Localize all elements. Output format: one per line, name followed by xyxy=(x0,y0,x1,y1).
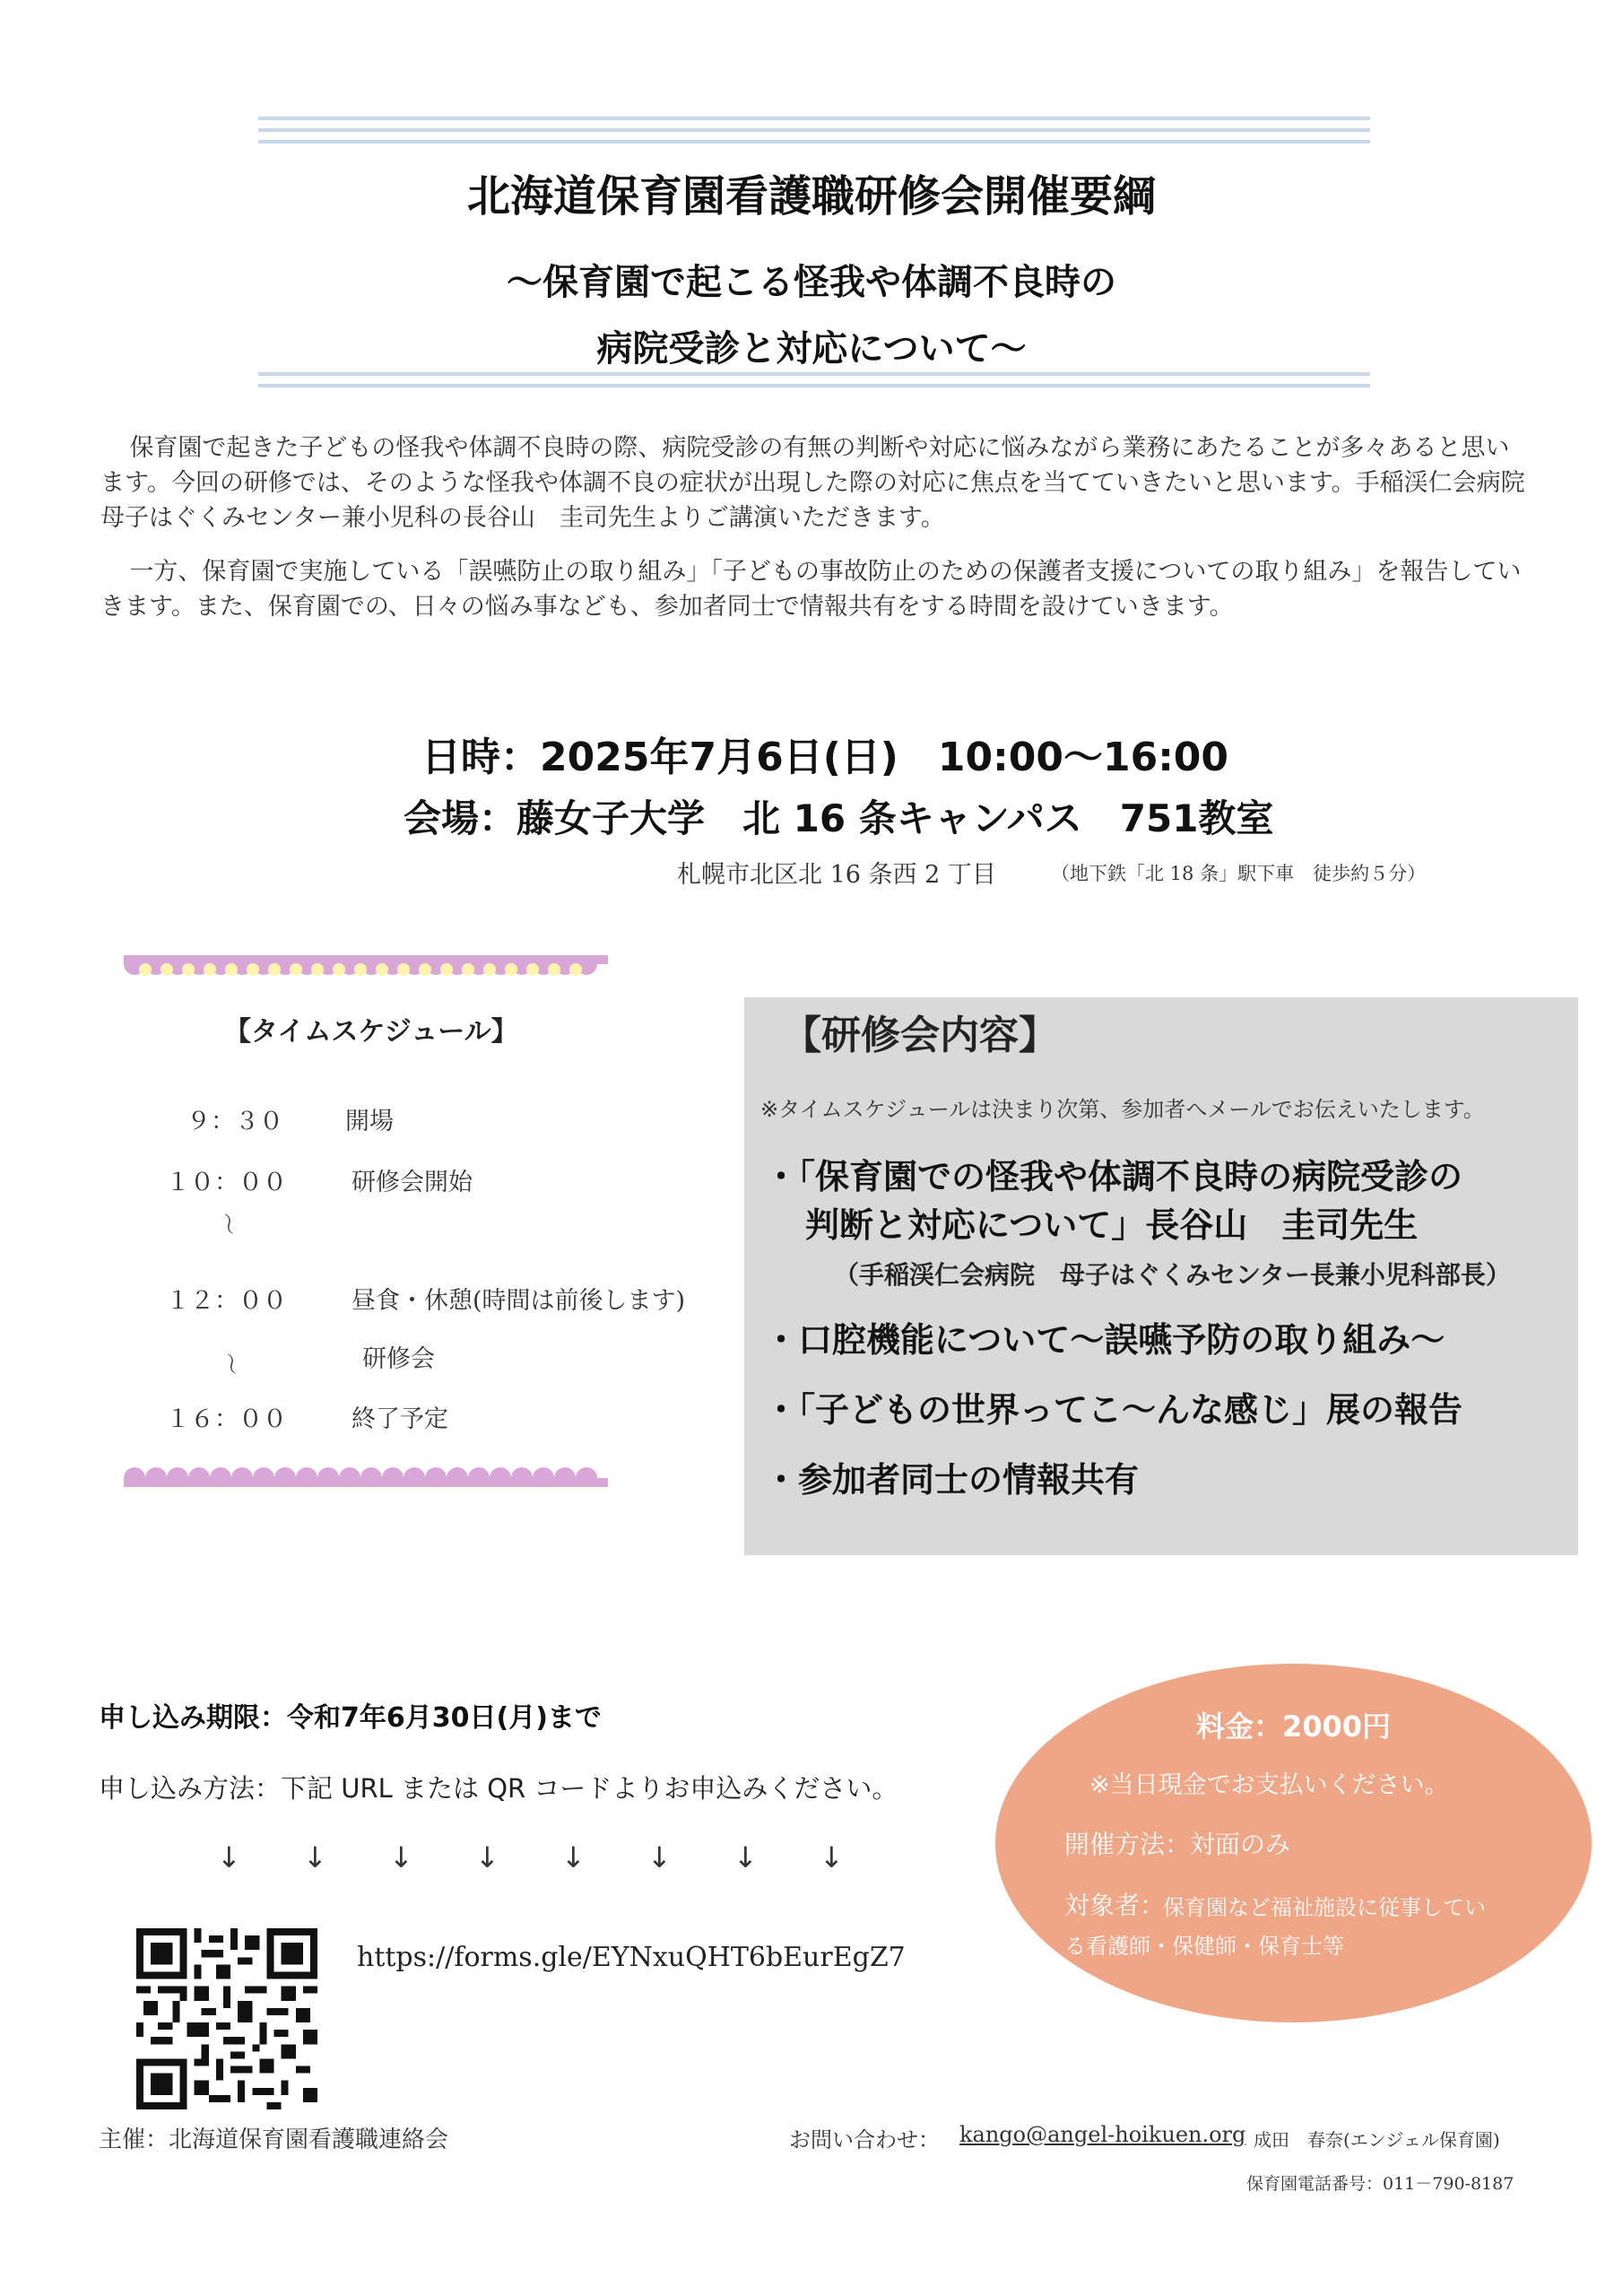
content-item-4: ・参加者同士の情報共有 xyxy=(764,1460,1140,1500)
schedule-time: １０：００ xyxy=(166,1169,287,1196)
schedule-heading: 【タイムスケジュール】 xyxy=(224,1016,518,1048)
down-arrow-icon: ↓ xyxy=(820,1840,844,1874)
event-address: 札幌市北区北 16 条西 2 丁目 xyxy=(677,861,996,889)
intro-paragraph-2: 一方、保育園で実施している「誤嚥防止の取り組み」「子どもの事故防止のための保護者支援についての取り組み」を報告していきます。また、保育園での、日々の悩み事なども、参加者同士で情報共有をする時間を設けていきます。 xyxy=(100,558,1522,621)
apply-url[interactable]: https://forms.gle/EYNxuQHT6bEurEgZ7 xyxy=(357,1942,906,1973)
schedule-label: 昼食・休憩(時間は前後します) xyxy=(352,1287,686,1315)
schedule-label: 研修会開始 xyxy=(352,1169,473,1196)
down-arrow-icon: ↓ xyxy=(389,1840,413,1874)
down-arrow-icon: ↓ xyxy=(733,1840,758,1874)
down-arrow-icon: ↓ xyxy=(303,1840,327,1874)
header-rule-top-1 xyxy=(258,117,1370,120)
schedule-tilde: ～ xyxy=(213,1349,247,1379)
header-rule-bottom-1 xyxy=(258,372,1370,376)
event-venue: 会場：藤女子大学 北 16 条キャンパス 751教室 xyxy=(404,796,1274,840)
schedule-label: 開場 xyxy=(345,1108,394,1135)
footer-email-link[interactable]: kango@angel-hoikuen.org xyxy=(959,2122,1246,2147)
intro-paragraph-1: 保育園で起きた子どもの怪我や体調不良時の際、病院受診の有無の判断や対応に悩みながら業務にあたることが多々あると思います。今回の研修では、そのような怪我や体調不良の症状が出現した際の対応に焦点を当てていきたいと思います。手稲渓仁会病院母子はぐくみセンター兼小児科の長谷山 圭司先生よりご講演いただきます。 xyxy=(100,434,1525,532)
fee-target-line-1: 保育園など福祉施設に従事してい xyxy=(1163,1895,1486,1920)
scallop-border-top xyxy=(124,955,608,977)
content-item-2: ・口腔機能について～誤嚥予防の取り組み～ xyxy=(764,1320,1445,1360)
header-rule-bottom-2 xyxy=(258,384,1370,387)
content-heading: 【研修会内容】 xyxy=(782,1013,1058,1058)
content-note: ※タイムスケジュールは決まり次第、参加者へメールでお伝えいたします。 xyxy=(760,1097,1485,1122)
header-rule-top-2 xyxy=(258,128,1370,132)
event-datetime: 日時：2025年7月6日(日) 10:00～16:00 xyxy=(421,735,1229,780)
fee-target-label: 対象者： xyxy=(1064,1891,1166,1920)
schedule-time: １２：００ xyxy=(166,1287,287,1315)
content-item-1-line-2: 判断と対応について」長谷山 圭司先生 xyxy=(805,1205,1419,1245)
schedule-label: 研修会 xyxy=(362,1345,435,1373)
footer-organizer: 主催：北海道保育園看護職連絡会 xyxy=(99,2126,449,2153)
qr-code-icon[interactable] xyxy=(136,1928,317,2109)
down-arrow-icon: ↓ xyxy=(647,1840,672,1874)
content-item-3: ・「子どもの世界ってこ～んな感じ」展の報告 xyxy=(764,1390,1463,1430)
content-item-1-line-3: （手稲渓仁会病院 母子はぐくみセンター長兼小児科部長） xyxy=(834,1260,1511,1290)
scallop-border-bottom xyxy=(124,1465,608,1487)
down-arrow-icon: ↓ xyxy=(475,1840,499,1874)
schedule-time: ９：３０ xyxy=(187,1108,283,1135)
schedule-time: １６：００ xyxy=(166,1405,287,1433)
content-item-1-line-1: ・「保育園での怪我や体調不良時の病院受診の xyxy=(764,1157,1463,1196)
fee-format: 開催方法：対面のみ xyxy=(1064,1830,1291,1859)
footer-phone: 保育園電話番号：011－790-8187 xyxy=(1246,2174,1515,2194)
apply-method: 申し込み方法：下記 URL または QR コードよりお申込みください。 xyxy=(99,1773,898,1804)
schedule-label: 終了予定 xyxy=(352,1405,448,1433)
fee-note: ※当日現金でお支払いください。 xyxy=(1089,1771,1449,1799)
schedule-tilde: ～ xyxy=(211,1209,244,1239)
page-subtitle-2: 病院受診と対応について～ xyxy=(596,328,1027,370)
event-access: （地下鉄「北 18 条」駅下車 徒歩約５分） xyxy=(1051,863,1427,884)
fee-target-line-2: る看護師・保健師・保育士等 xyxy=(1064,1934,1344,1959)
down-arrow-icon: ↓ xyxy=(217,1840,241,1874)
header-rule-top-3 xyxy=(258,140,1370,144)
down-arrow-icon: ↓ xyxy=(561,1840,586,1874)
page-title: 北海道保育園看護職研修会開催要綱 xyxy=(466,171,1156,222)
fee-price: 料金：2000円 xyxy=(1195,1709,1392,1744)
footer-contact-label: お問い合わせ： xyxy=(789,2127,940,2152)
footer-person: 成田 春奈(エンジェル保育園) xyxy=(1254,2129,1500,2151)
page-subtitle-1: ～保育園で起こる怪我や体調不良時の xyxy=(507,262,1116,303)
apply-deadline: 申し込み期限：令和7年6月30日(月)まで xyxy=(99,1702,602,1734)
